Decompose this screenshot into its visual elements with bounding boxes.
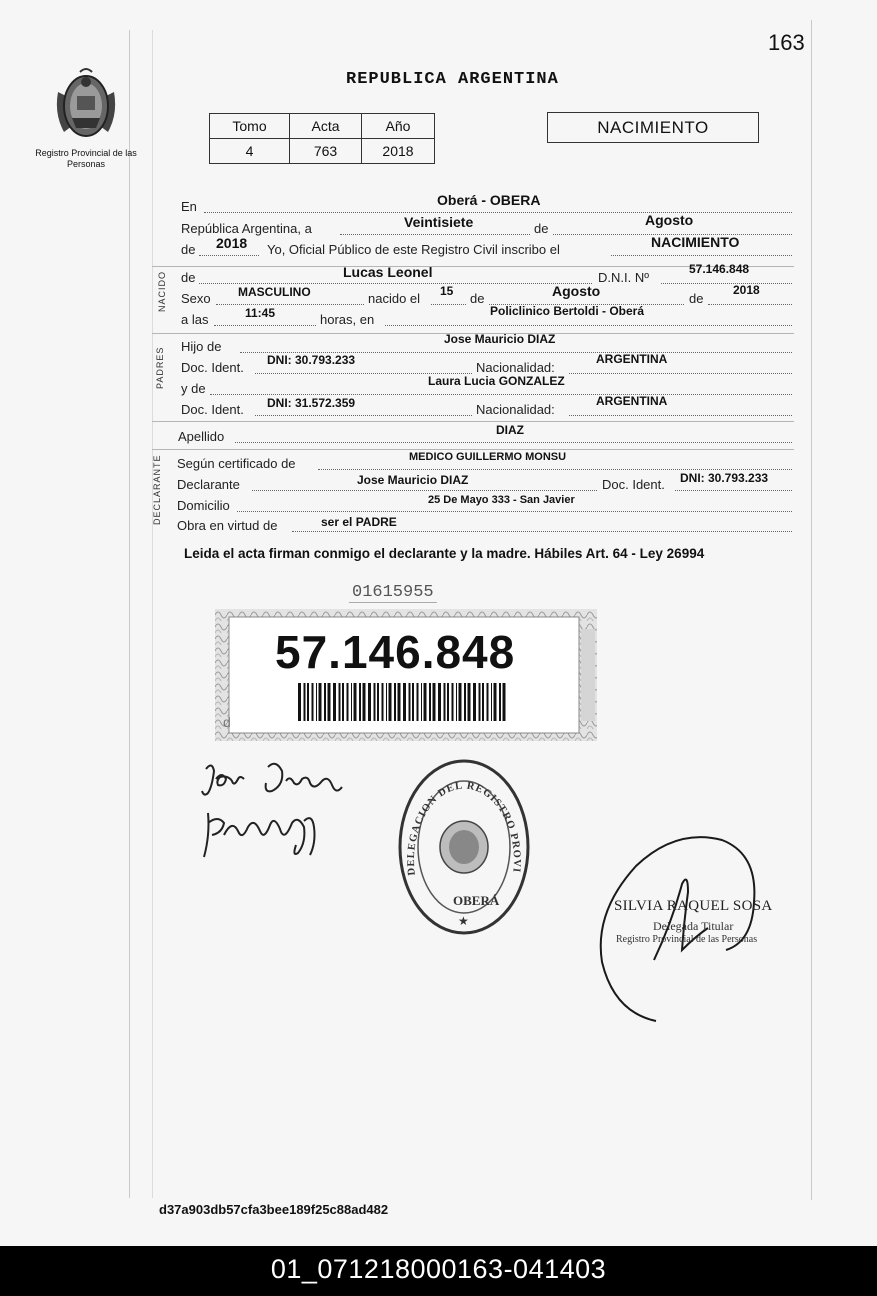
barcode-bar bbox=[494, 683, 497, 721]
dotted-line bbox=[431, 304, 466, 305]
value-sexo: MASCULINO bbox=[238, 285, 311, 299]
barcode-bar bbox=[377, 683, 379, 721]
dotted-line bbox=[210, 394, 792, 395]
barcode-bar bbox=[499, 683, 501, 721]
barcode-bar bbox=[491, 683, 492, 721]
label-obra: Obra en virtud de bbox=[177, 518, 278, 533]
closing-text: Leida el acta firman conmigo el declarante y la madre. Hábiles Art. 64 - Ley 26994 bbox=[184, 546, 705, 561]
label-doc-ident: Doc. Ident. bbox=[181, 402, 244, 417]
document-hash: d37a903db57cfa3bee189f25c88ad482 bbox=[159, 1202, 389, 1217]
barcode-bar bbox=[304, 683, 306, 721]
table-cell: 2018 bbox=[362, 139, 435, 164]
table-header: Año bbox=[362, 114, 435, 139]
dotted-line bbox=[252, 490, 597, 491]
value-madre: Laura Lucia GONZALEZ bbox=[428, 374, 565, 388]
value-mes-nac: Agosto bbox=[552, 283, 601, 299]
barcode-bar bbox=[398, 683, 401, 721]
barcode-bar bbox=[351, 683, 352, 721]
label-de: de bbox=[181, 242, 196, 257]
value-dia: Veintisiete bbox=[404, 214, 474, 230]
barcode-bar bbox=[342, 683, 344, 721]
label-hijo-de: Hijo de bbox=[181, 339, 222, 354]
label-declarante: Declarante bbox=[177, 477, 240, 492]
label-sexo: Sexo bbox=[181, 291, 211, 306]
label-yo: Yo, Oficial Público de este Registro Civil inscribo el bbox=[267, 242, 560, 257]
value-dia-nac: 15 bbox=[440, 284, 454, 298]
dotted-line bbox=[708, 304, 792, 305]
barcode-bar bbox=[479, 683, 481, 721]
value-mes-acta: Agosto bbox=[645, 212, 694, 228]
barcode-bar bbox=[444, 683, 446, 721]
barcode-bar bbox=[333, 683, 336, 721]
star-icon: ★ bbox=[458, 914, 469, 928]
barcode-bar bbox=[312, 683, 314, 721]
barcode-bar bbox=[487, 683, 489, 721]
barcode-bar bbox=[459, 683, 462, 721]
value-apellido: DIAZ bbox=[496, 423, 524, 437]
dotted-line bbox=[235, 442, 792, 443]
dotted-line bbox=[237, 511, 792, 512]
signatory-name: SILVIA RAQUEL SOSA bbox=[614, 898, 773, 914]
margin-line bbox=[811, 20, 812, 1200]
label-doc-ident: Doc. Ident. bbox=[181, 360, 244, 375]
value-padre-doc: DNI: 30.793.233 bbox=[267, 353, 356, 367]
label-horas-en: horas, en bbox=[320, 312, 375, 327]
barcode-bar bbox=[412, 683, 414, 721]
barcode-bar bbox=[424, 683, 427, 721]
barcode-bar bbox=[359, 683, 361, 721]
dotted-line bbox=[292, 531, 792, 532]
barcode-bar bbox=[374, 683, 376, 721]
label-nacido-de: de bbox=[181, 270, 196, 285]
signatory-office: Registro Provincial de las Personas bbox=[616, 934, 758, 945]
dotted-line bbox=[569, 415, 792, 416]
seal-city: OBERÁ bbox=[453, 893, 500, 908]
value-nombre: Lucas Leonel bbox=[343, 264, 433, 280]
margin-line bbox=[152, 30, 153, 1198]
label-de-anio: de bbox=[689, 291, 704, 306]
barcode-bar bbox=[347, 683, 349, 721]
dotted-line bbox=[255, 415, 472, 416]
svg-text:d: d bbox=[223, 714, 231, 730]
barcode-bar bbox=[368, 683, 371, 721]
handwritten-signatures bbox=[198, 757, 358, 867]
dotted-line bbox=[204, 212, 792, 213]
label-nacionalidad: Nacionalidad: bbox=[476, 402, 555, 417]
value-madre-nac: ARGENTINA bbox=[596, 394, 668, 408]
section-divider bbox=[152, 421, 794, 422]
value-declarante: Jose Mauricio DIAZ bbox=[357, 473, 469, 487]
dotted-line bbox=[385, 325, 792, 326]
label-republica: República Argentina, a bbox=[181, 221, 312, 236]
control-number: 01615955 bbox=[349, 583, 437, 603]
barcode-bar bbox=[298, 683, 301, 721]
label-en: En bbox=[181, 199, 197, 214]
signatory-role: Delegada Titular bbox=[653, 919, 734, 933]
value-padre: Jose Mauricio DIAZ bbox=[444, 332, 556, 346]
section-label-declarante: DECLARANTE bbox=[152, 454, 162, 525]
table-cell: 4 bbox=[210, 139, 290, 164]
registry-label: Registro Provincial de las Personas bbox=[35, 148, 137, 169]
barcode-bar bbox=[403, 683, 406, 721]
barcode-bar bbox=[316, 683, 317, 721]
margin-line bbox=[129, 30, 130, 1198]
value-declarante-doc: DNI: 30.793.233 bbox=[680, 471, 769, 485]
dotted-line bbox=[661, 283, 792, 284]
section-label-padres: PADRES bbox=[155, 346, 165, 389]
official-seal bbox=[395, 755, 533, 940]
seal-ring-text: DELEGACION DEL REGISTRO PROVI bbox=[405, 780, 523, 876]
value-anio-nac: 2018 bbox=[733, 283, 760, 297]
barcode-bar bbox=[386, 683, 387, 721]
barcode-bar bbox=[382, 683, 384, 721]
barcode-bar bbox=[438, 683, 441, 721]
barcode-bar bbox=[433, 683, 436, 721]
page-number: 163 bbox=[768, 30, 805, 55]
value-padre-nac: ARGENTINA bbox=[596, 352, 668, 366]
value-certificado: MEDICO GUILLERMO MONSU bbox=[409, 451, 567, 463]
barcode-bar bbox=[328, 683, 331, 721]
dotted-line bbox=[675, 490, 792, 491]
value-dni: 57.146.848 bbox=[689, 262, 750, 276]
label-de: de bbox=[534, 221, 549, 236]
label-dni: D.N.I. Nº bbox=[598, 270, 649, 285]
table-header: Acta bbox=[290, 114, 362, 139]
barcode-bar bbox=[409, 683, 411, 721]
barcode-bar bbox=[482, 683, 484, 721]
value-lugar: Oberá - OBERA bbox=[437, 192, 541, 208]
barcode-bar bbox=[473, 683, 476, 721]
province-crest-logo bbox=[50, 62, 122, 146]
label-nacionalidad: Nacionalidad: bbox=[476, 360, 555, 375]
section-divider bbox=[152, 449, 794, 450]
value-lugar-nac: Policlinico Bertoldi - Oberá bbox=[490, 304, 645, 318]
table-cell: 763 bbox=[290, 139, 362, 164]
footer-code-bar bbox=[0, 1246, 877, 1296]
value-domicilio: 25 De Mayo 333 - San Javier bbox=[428, 494, 575, 506]
section-label-nacido: NACIDO bbox=[157, 270, 167, 312]
label-nacido-el: nacido el bbox=[368, 291, 421, 306]
value-tipo: NACIMIENTO bbox=[651, 234, 740, 250]
barcode-bar bbox=[339, 683, 341, 721]
label-segun: Según certificado de bbox=[177, 456, 296, 471]
dotted-line bbox=[569, 373, 792, 374]
dotted-line bbox=[199, 255, 259, 256]
label-y-de: y de bbox=[181, 381, 206, 396]
barcode-bar bbox=[468, 683, 471, 721]
barcode-bar bbox=[456, 683, 457, 721]
dotted-line bbox=[199, 283, 592, 284]
barcode-bar bbox=[389, 683, 392, 721]
stamp-dni-number: 57.146.848 bbox=[275, 626, 516, 678]
barcode-bar bbox=[452, 683, 454, 721]
label-domicilio: Domicilio bbox=[177, 498, 230, 513]
label-de-mes: de bbox=[470, 291, 485, 306]
barcode-bar bbox=[464, 683, 466, 721]
table-header: Tomo bbox=[210, 114, 290, 139]
tomo-acta-anio-table bbox=[209, 113, 435, 164]
barcode-bar bbox=[324, 683, 326, 721]
value-madre-doc: DNI: 31.572.359 bbox=[267, 396, 356, 410]
value-hora: 11:45 bbox=[245, 306, 276, 320]
value-anio-acta: 2018 bbox=[216, 235, 248, 251]
dotted-line bbox=[340, 234, 530, 235]
footer-code: 01_071218000163-041403 bbox=[270, 1254, 607, 1284]
document-type-box: NACIMIENTO bbox=[547, 112, 759, 143]
label-apellido: Apellido bbox=[178, 429, 225, 444]
dotted-line bbox=[214, 325, 316, 326]
dotted-line bbox=[318, 469, 792, 470]
document-title: REPUBLICA ARGENTINA bbox=[346, 70, 559, 89]
label-a-las: a las bbox=[181, 312, 209, 327]
barcode-bar bbox=[354, 683, 357, 721]
dotted-line bbox=[611, 255, 792, 256]
barcode-bar bbox=[394, 683, 396, 721]
barcode-bar bbox=[363, 683, 366, 721]
barcode-bar bbox=[307, 683, 309, 721]
barcode-bar bbox=[447, 683, 449, 721]
barcode-bar bbox=[421, 683, 422, 721]
barcode-bar bbox=[319, 683, 322, 721]
value-obra: ser el PADRE bbox=[321, 515, 397, 529]
label-doc-ident: Doc. Ident. bbox=[602, 477, 665, 492]
barcode-bar bbox=[503, 683, 506, 721]
barcode bbox=[298, 683, 508, 721]
barcode-bar bbox=[417, 683, 419, 721]
dotted-line bbox=[216, 304, 364, 305]
barcode-bar bbox=[429, 683, 431, 721]
